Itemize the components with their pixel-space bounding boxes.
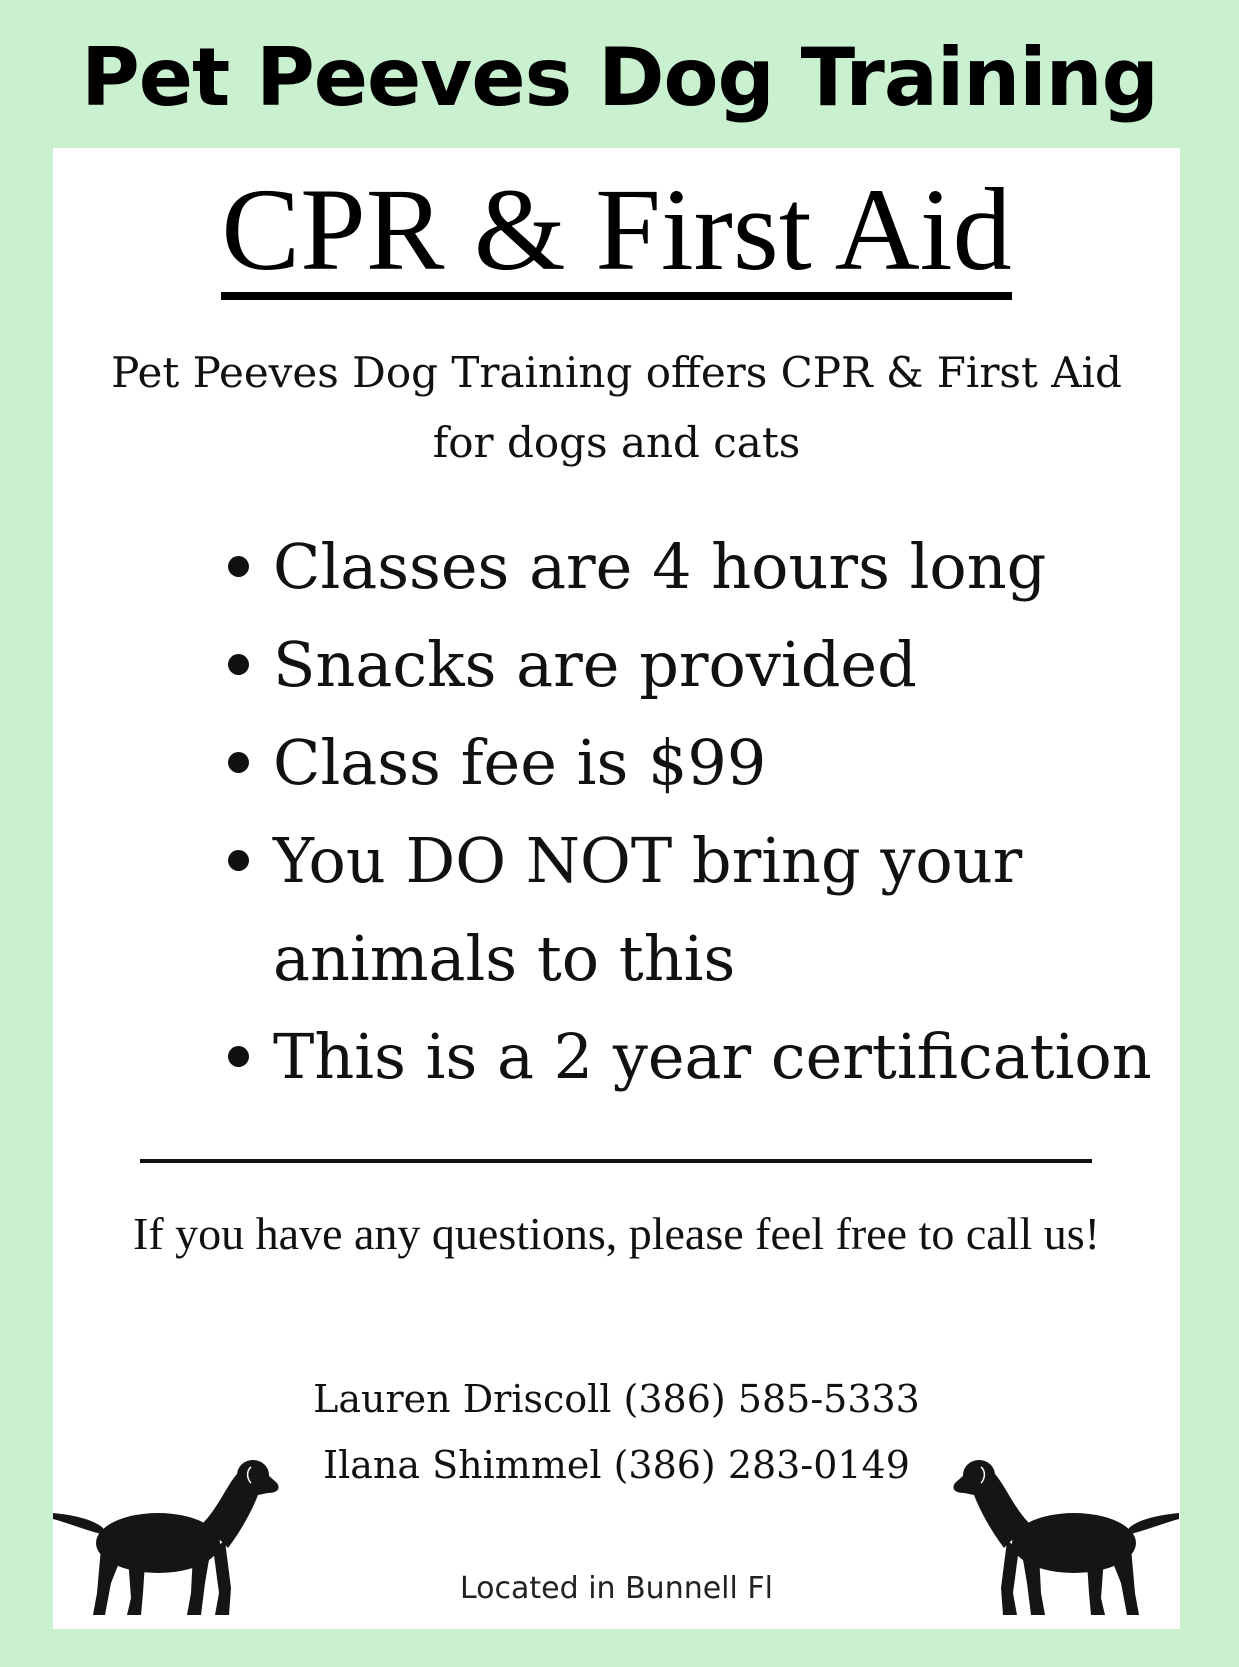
flyer-card (53, 148, 1180, 1629)
bullet-item (168, 1008, 1168, 1106)
bullet-text: Class fee is $99 (273, 726, 767, 799)
bullet-dot-icon (228, 556, 249, 577)
bullet-item (168, 812, 1168, 1008)
bullet-item (168, 518, 1168, 616)
page-header: Pet Peeves Dog Training (81, 31, 1158, 124)
bullet-text: Snacks are provided (273, 628, 917, 701)
divider (140, 1159, 1092, 1163)
contact-ilana: Ilana Shimmel (386) 283-0149 (323, 1443, 910, 1487)
bullet-dot-icon (228, 850, 249, 871)
flyer-intro: Pet Peeves Dog Training offers CPR & First Aid for dogs and cats (111, 348, 1122, 467)
bullet-text: Classes are 4 hours long (273, 530, 1047, 603)
bullet-dot-icon (228, 654, 249, 675)
bullet-dot-icon (228, 752, 249, 773)
bullet-item (168, 714, 1168, 812)
dog-silhouette-icon (949, 1453, 1179, 1623)
bullet-list (168, 518, 1168, 1106)
dog-silhouette-icon (53, 1453, 283, 1623)
bullet-dot-icon (228, 1046, 249, 1067)
contact-lauren: Lauren Driscoll (386) 585-5333 (313, 1377, 920, 1421)
questions-text: If you have any questions, please feel free to call us! (133, 1208, 1100, 1259)
bullet-item (168, 616, 1168, 714)
bullet-text: You DO NOT bring your animals to this (273, 824, 1023, 995)
location-text: Located in Bunnell Fl (460, 1571, 773, 1606)
bullet-text: This is a 2 year certification (273, 1020, 1152, 1093)
flyer-title-text: CPR & First Aid (221, 170, 1011, 300)
flyer-title (53, 160, 1180, 300)
